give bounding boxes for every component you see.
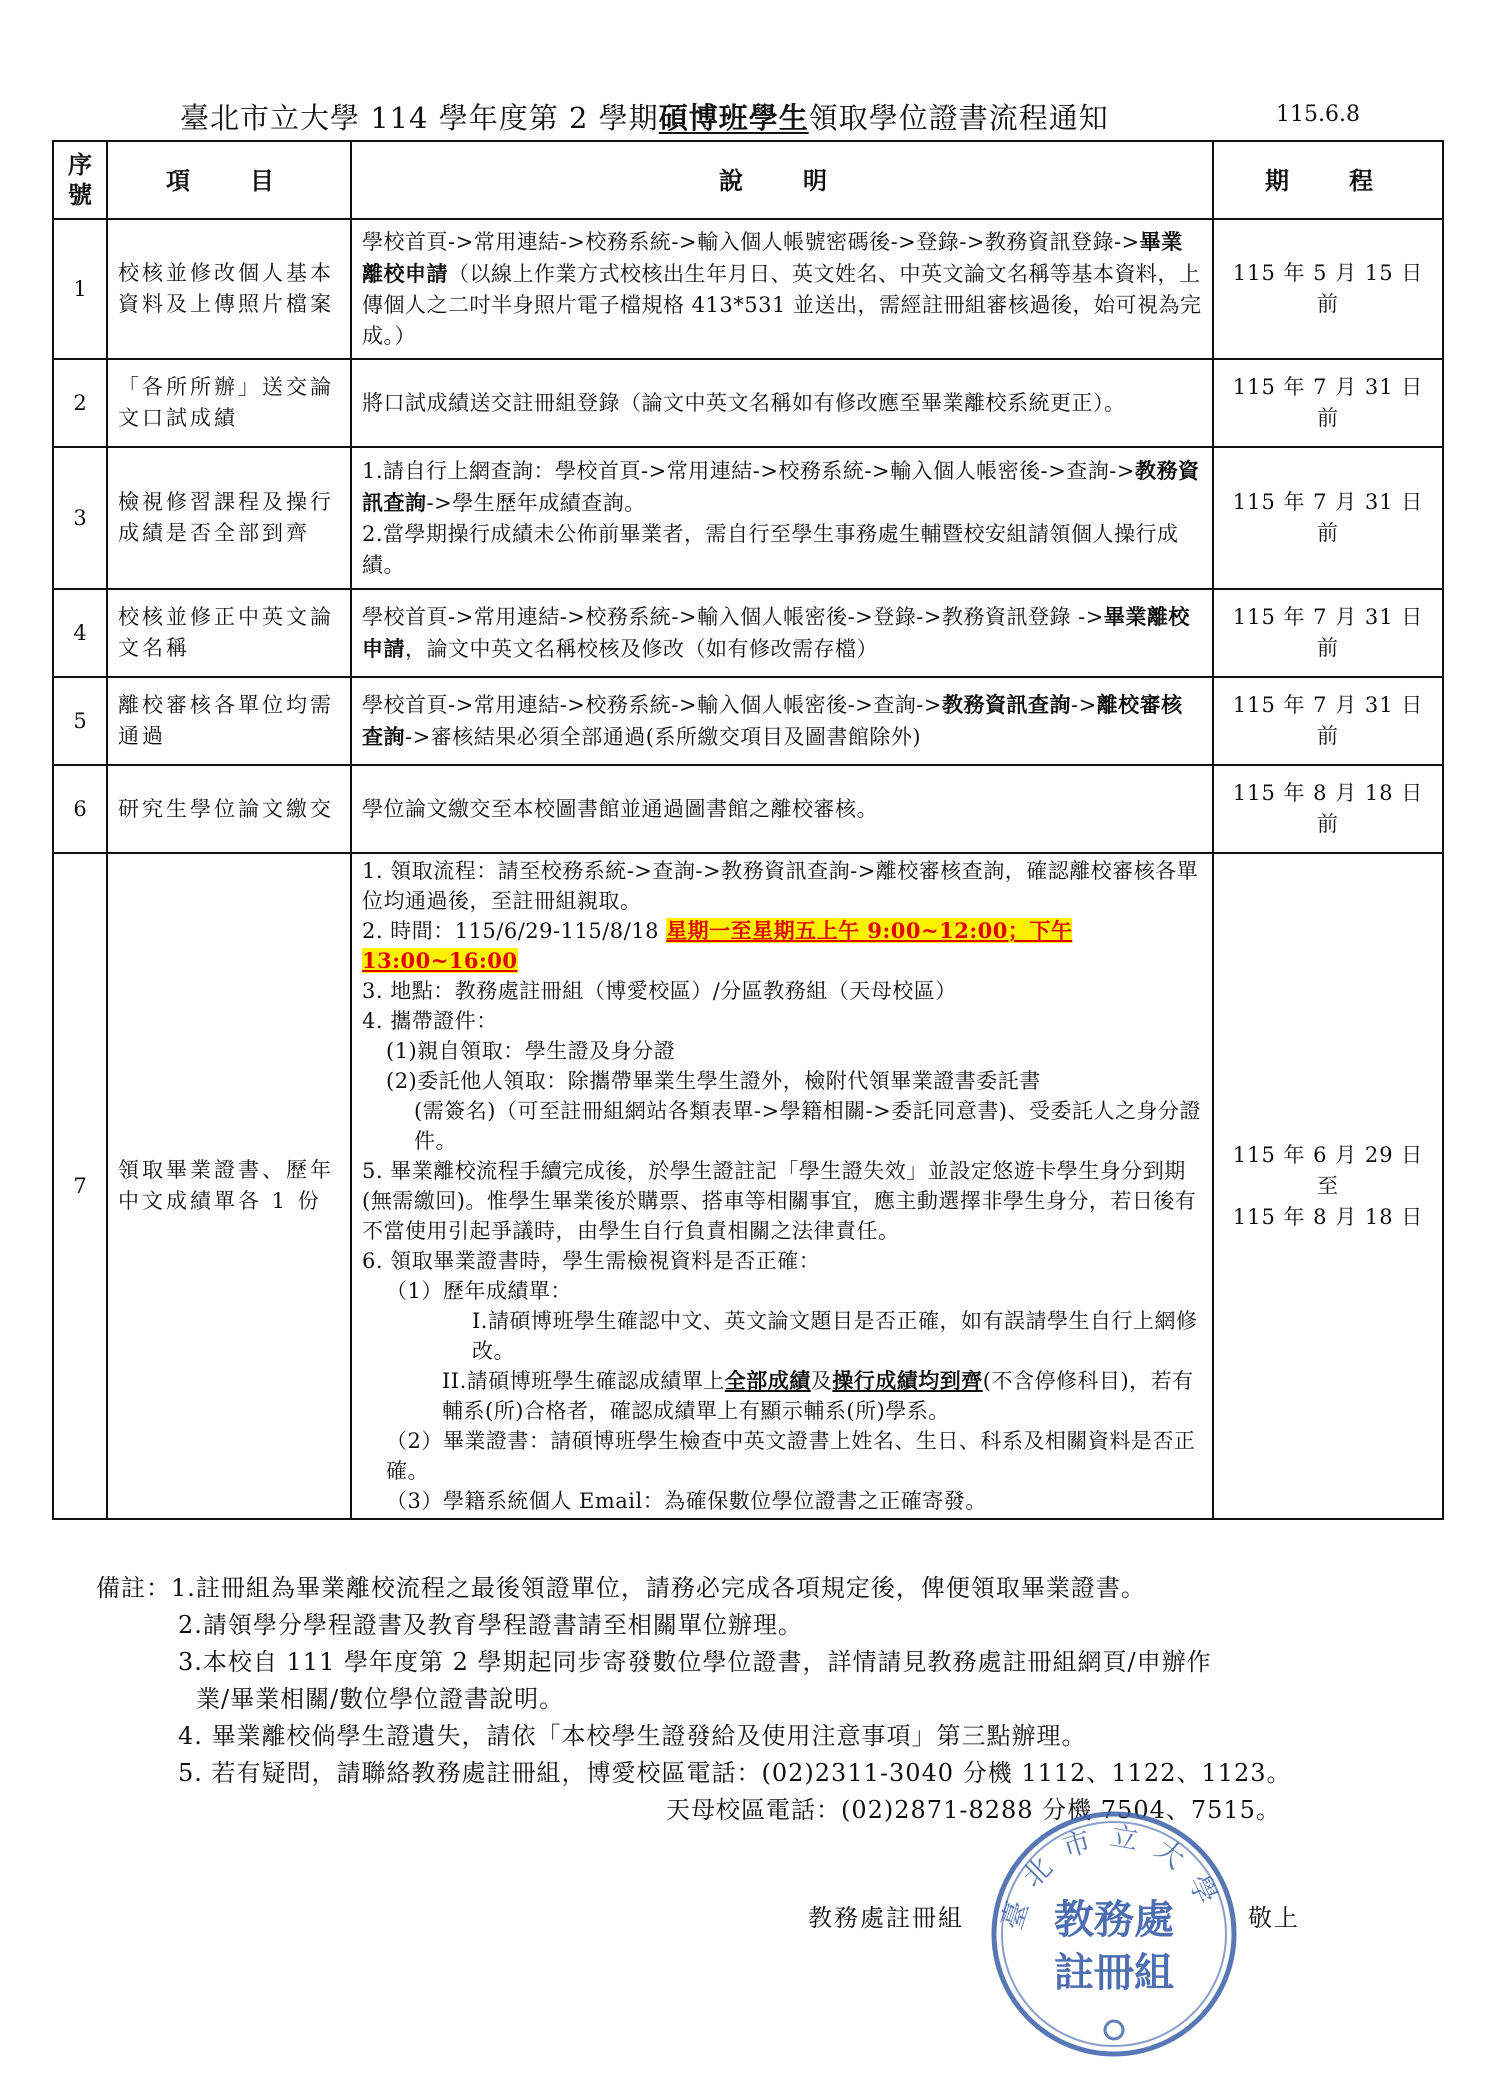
header-date: 期 程 <box>1213 141 1443 219</box>
row-desc: 學位論文繳交至本校圖書館並通過圖書館之離校審核。 <box>351 765 1213 853</box>
highlighted-hours: 星期一至星期五上午 9:00~12:00；下午 13:00~16:00 <box>362 918 1073 973</box>
row-no: 1 <box>53 219 107 359</box>
page-title: 臺北市立大學 114 學年度第 2 學期碩博班學生領取學位證書流程通知 <box>180 101 1109 135</box>
header-item: 項 目 <box>107 141 351 219</box>
row-desc: 將口試成績送交註冊組登錄（論文中英文名稱如有修改應至畢業離校系統更正）。 <box>351 359 1213 447</box>
table-row <box>53 447 1443 589</box>
signature-closing: 敬上 <box>1248 1904 1300 1932</box>
table-row <box>53 219 1443 359</box>
title-emphasis: 碩博班學生 <box>658 101 809 135</box>
row-item: 檢視修習課程及操行成績是否全部到齊 <box>107 447 351 589</box>
note-3: 3.本校自 111 學年度第 2 學期起同步寄發數位學位證書，詳情請見教務處註冊組網頁/申辦作 <box>178 1648 1212 1676</box>
row-desc: 1. 領取流程：請至校務系統->查詢->教務資訊查詢->離校審核查詢，確認離校審核各單位均通過後，至註冊組親取。 2. 時間：115/6/29-115/8/18 星期一至星期五上午 9:00~12:00；下午 13:00~16:00 3. 地點：教務處註冊組（博愛校區）/分區教務組（天母校區） 4. 攜帶證件： (1)親自領取：學生證及身分證 (2)委託他人領取：除攜帶畢業生學生證外，檢附代領畢業證書委託書 (需簽名)（可至註冊組網站各類表單->學籍相關->委託同意書)、受委託人之身分證件。 5. 畢業離校流程手續完成後，於學生證註記「學生證失效」並設定悠遊卡學生身分到期(無需繳回)。惟學生畢業後於購票、搭車等相關事宜，應主動選擇非學生身分，若日後有不當使用引起爭議時，由學生自行負責相關之法律責任。 6. 領取畢業證書時，學生需檢視資料是否正確： （1）歷年成績單： I.請碩博班學生確認中文、英文論文題目是否正確，如有誤請學生自行上網修改。 II.請碩博班學生確認成績單上全部成績及操行成績均到齊(不含停修科目)，若有輔系(所)合格者，確認成績單上有顯示輔系(所)學系。 （2）畢業證書：請碩博班學生檢查中英文證書上姓名、生日、科系及相關資料是否正確。 （3）學籍系統個人 Email：為確保數位學位證書之正確寄發。 <box>351 853 1213 1519</box>
signature-office: 教務處註冊組 <box>808 1904 964 1932</box>
svg-text:註冊組: 註冊組 <box>1054 1949 1174 1996</box>
table-row <box>53 765 1443 853</box>
note-5-cont: 天母校區電話：(02)2871-8288 分機 7504、7515。 <box>666 1796 1281 1824</box>
title-row <box>180 96 1400 136</box>
procedure-table <box>52 140 1444 1520</box>
row-no: 2 <box>53 359 107 447</box>
table-row <box>53 853 1443 1519</box>
row-date: 115 年 5 月 15 日前 <box>1213 219 1443 359</box>
row-no: 4 <box>53 589 107 677</box>
table-row <box>53 589 1443 677</box>
header-no: 序號 <box>53 141 107 219</box>
row-item: 研究生學位論文繳交 <box>107 765 351 853</box>
row-item: 校核並修正中英文論文名稱 <box>107 589 351 677</box>
svg-text:教務處: 教務處 <box>1054 1896 1174 1943</box>
row-date: 115 年 6 月 29 日至 115 年 8 月 18 日 <box>1213 853 1443 1519</box>
row-item: 校核並修改個人基本資料及上傳照片檔案 <box>107 219 351 359</box>
document-date: 115.6.8 <box>1276 102 1360 127</box>
row-item: 領取畢業證書、歷年中文成績單各 1 份 <box>107 853 351 1519</box>
row-date: 115 年 8 月 18 日前 <box>1213 765 1443 853</box>
note-1: 備註：1.註冊組為畢業離校流程之最後領證單位，請務必完成各項規定後，俾便領取畢業證書。 <box>96 1574 1146 1602</box>
table-header-row <box>53 141 1443 219</box>
row-desc: 學校首頁->常用連結->校務系統->輸入個人帳密後->登錄->教務資訊登錄 ->畢業離校申請，論文中英文名稱校核及修改（如有修改需存檔） <box>351 589 1213 677</box>
row-date: 115 年 7 月 31 日前 <box>1213 677 1443 765</box>
row-desc: 學校首頁->常用連結->校務系統->輸入個人帳密後->查詢->教務資訊查詢->離校審核查詢->審核結果必須全部通過(系所繳交項目及圖書館除外) <box>351 677 1213 765</box>
row-date: 115 年 7 月 31 日前 <box>1213 447 1443 589</box>
header-desc: 說 明 <box>351 141 1213 219</box>
row-desc: 學校首頁->常用連結->校務系統->輸入個人帳號密碼後->登錄->教務資訊登錄->畢業離校申請（以線上作業方式校核出生年月日、英文姓名、中英文論文名稱等基本資料，上傳個人之二吋半身照片電子檔規格 413*531 並送出，需經註冊組審核過後，始可視為完成。） <box>351 219 1213 359</box>
row-item: 「各所所辦」送交論文口試成績 <box>107 359 351 447</box>
row-item: 離校審核各單位均需通過 <box>107 677 351 765</box>
table-row <box>53 359 1443 447</box>
row-date: 115 年 7 月 31 日前 <box>1213 359 1443 447</box>
notes-section <box>96 1570 1426 1829</box>
row-no: 7 <box>53 853 107 1519</box>
row-no: 3 <box>53 447 107 589</box>
row-no: 5 <box>53 677 107 765</box>
office-seal-icon <box>988 1808 1240 2060</box>
note-4: 4. 畢業離校倘學生證遺失，請依「本校學生證發給及使用注意事項」第三點辦理。 <box>178 1722 1087 1750</box>
note-2: 2.請領學分學程證書及教育學程證書請至相關單位辦理。 <box>178 1611 803 1639</box>
note-3-cont: 業/畢業相關/數位學位證書說明。 <box>196 1685 565 1713</box>
row-no: 6 <box>53 765 107 853</box>
table-row <box>53 677 1443 765</box>
note-5: 5. 若有疑問，請聯絡教務處註冊組，博愛校區電話：(02)2311-3040 分機 1112、1122、1123。 <box>178 1759 1292 1787</box>
svg-text:臺北市立大學: 臺北市立大學 <box>994 1818 1231 1934</box>
row-date: 115 年 7 月 31 日前 <box>1213 589 1443 677</box>
row-desc: 1.請自行上網查詢：學校首頁->常用連結->校務系統->輸入個人帳密後->查詢->教務資訊查詢->學生歷年成績查詢。 2.當學期操行成績未公佈前畢業者，需自行至學生事務處生輔暨校安組請領個人操行成績。 <box>351 447 1213 589</box>
